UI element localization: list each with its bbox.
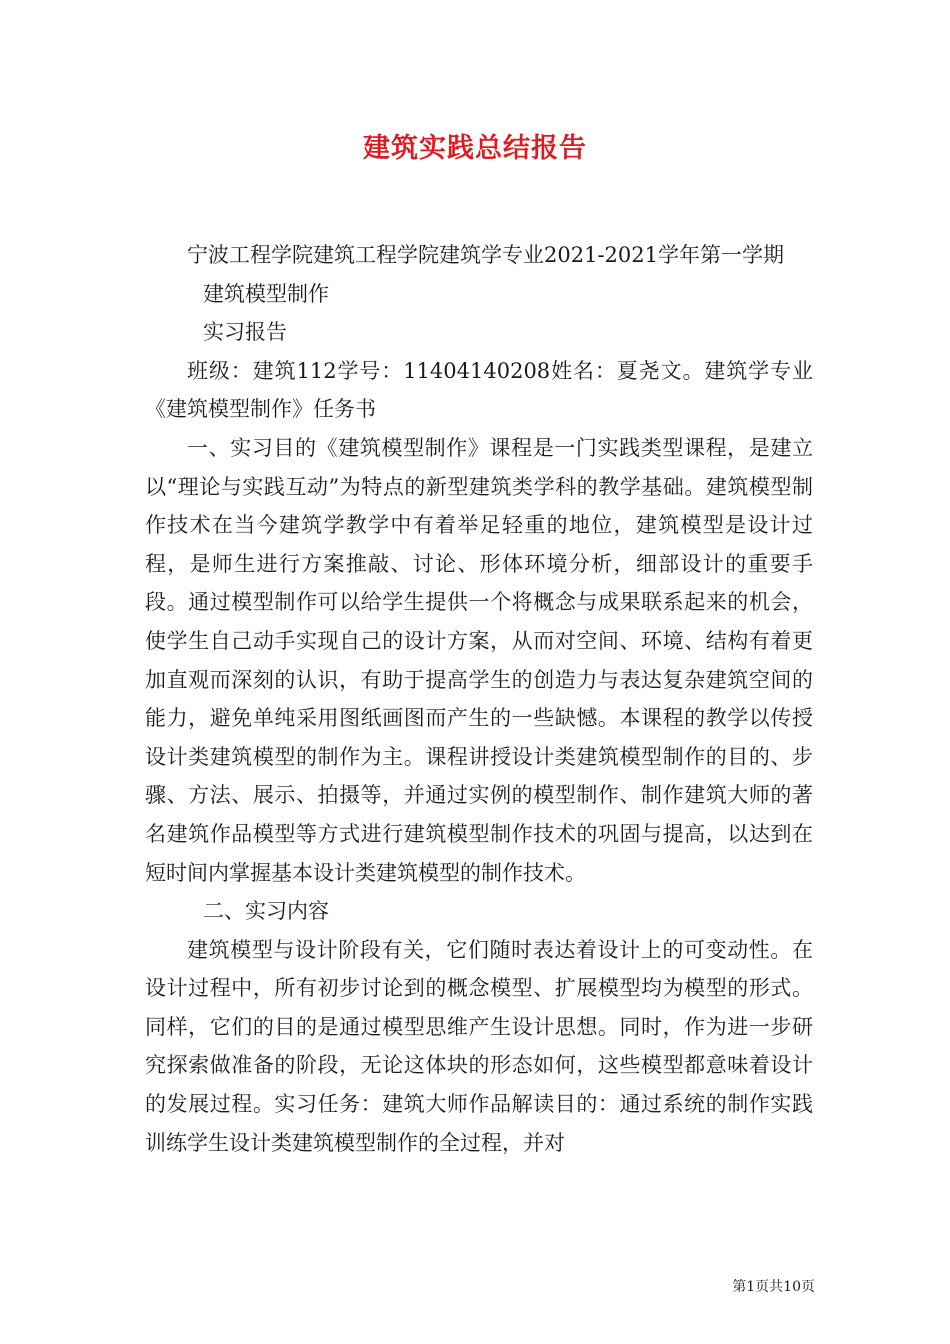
page-number: 第1页共10页 (732, 1279, 815, 1295)
paragraph-report-label: 实习报告 (203, 320, 287, 345)
document-title: 建筑实践总结报告 (363, 133, 587, 164)
paragraph-course-name: 建筑模型制作 (203, 281, 329, 306)
paragraph-header: 宁波工程学院建筑工程学院建筑学专业2021-2021学年第一学期 (187, 243, 784, 267)
document-body (145, 236, 813, 1162)
paragraph-purpose: 一、实习目的《建筑模型制作》课程是一门实践类型课程，是建立以“理论与实践互动”为特点的新型建筑类学科的教学基础。建筑模型制作技术在当今建筑学教学中有着举足轻重的地位，建筑模型是设计过程，是师生进行方案推敲、讨论、形体环境分析，细部设计的重要手段。通过模型制作可以给学生提供一个将概念与成果联系起来的机会，使学生自己动手实现自己的设计方案，从而对空间、环境、结构有着更加直观而深刻的认识，有助于提高学生的创造力与表达复杂建筑空间的能力，避免单纯采用图纸画图而产生的一些缺憾。本课程的教学以传授设计类建筑模型的制作为主。课程讲授设计类建筑模型制作的目的、步骤、方法、展示、拍摄等，并通过实例的模型制作、制作建筑大师的著名建筑作品模型等方式进行建筑模型制作技术的巩固与提高，以达到在短时间内掌握基本设计类建筑模型的制作技术。 (145, 435, 813, 885)
paragraph-student-info: 班级：建筑112学号：11404140208姓名：夏尧文。建筑学专业《建筑模型制作》任务书 (145, 358, 813, 422)
paragraph-section-heading: 二、实习内容 (203, 899, 329, 924)
paragraph-content: 建筑模型与设计阶段有关，它们随时表达着设计上的可变动性。在设计过程中，所有初步讨论到的概念模型、扩展模型均为模型的形式。同样，它们的目的是通过模型思维产生设计思想。同时，作为进一步研究探索做准备的阶段，无论这体块的形态如何，这些模型都意味着设计的发展过程。实习任务：建筑大师作品解读目的：通过系统的制作实践训练学生设计类建筑模型制作的全过程，并对 (145, 937, 813, 1155)
